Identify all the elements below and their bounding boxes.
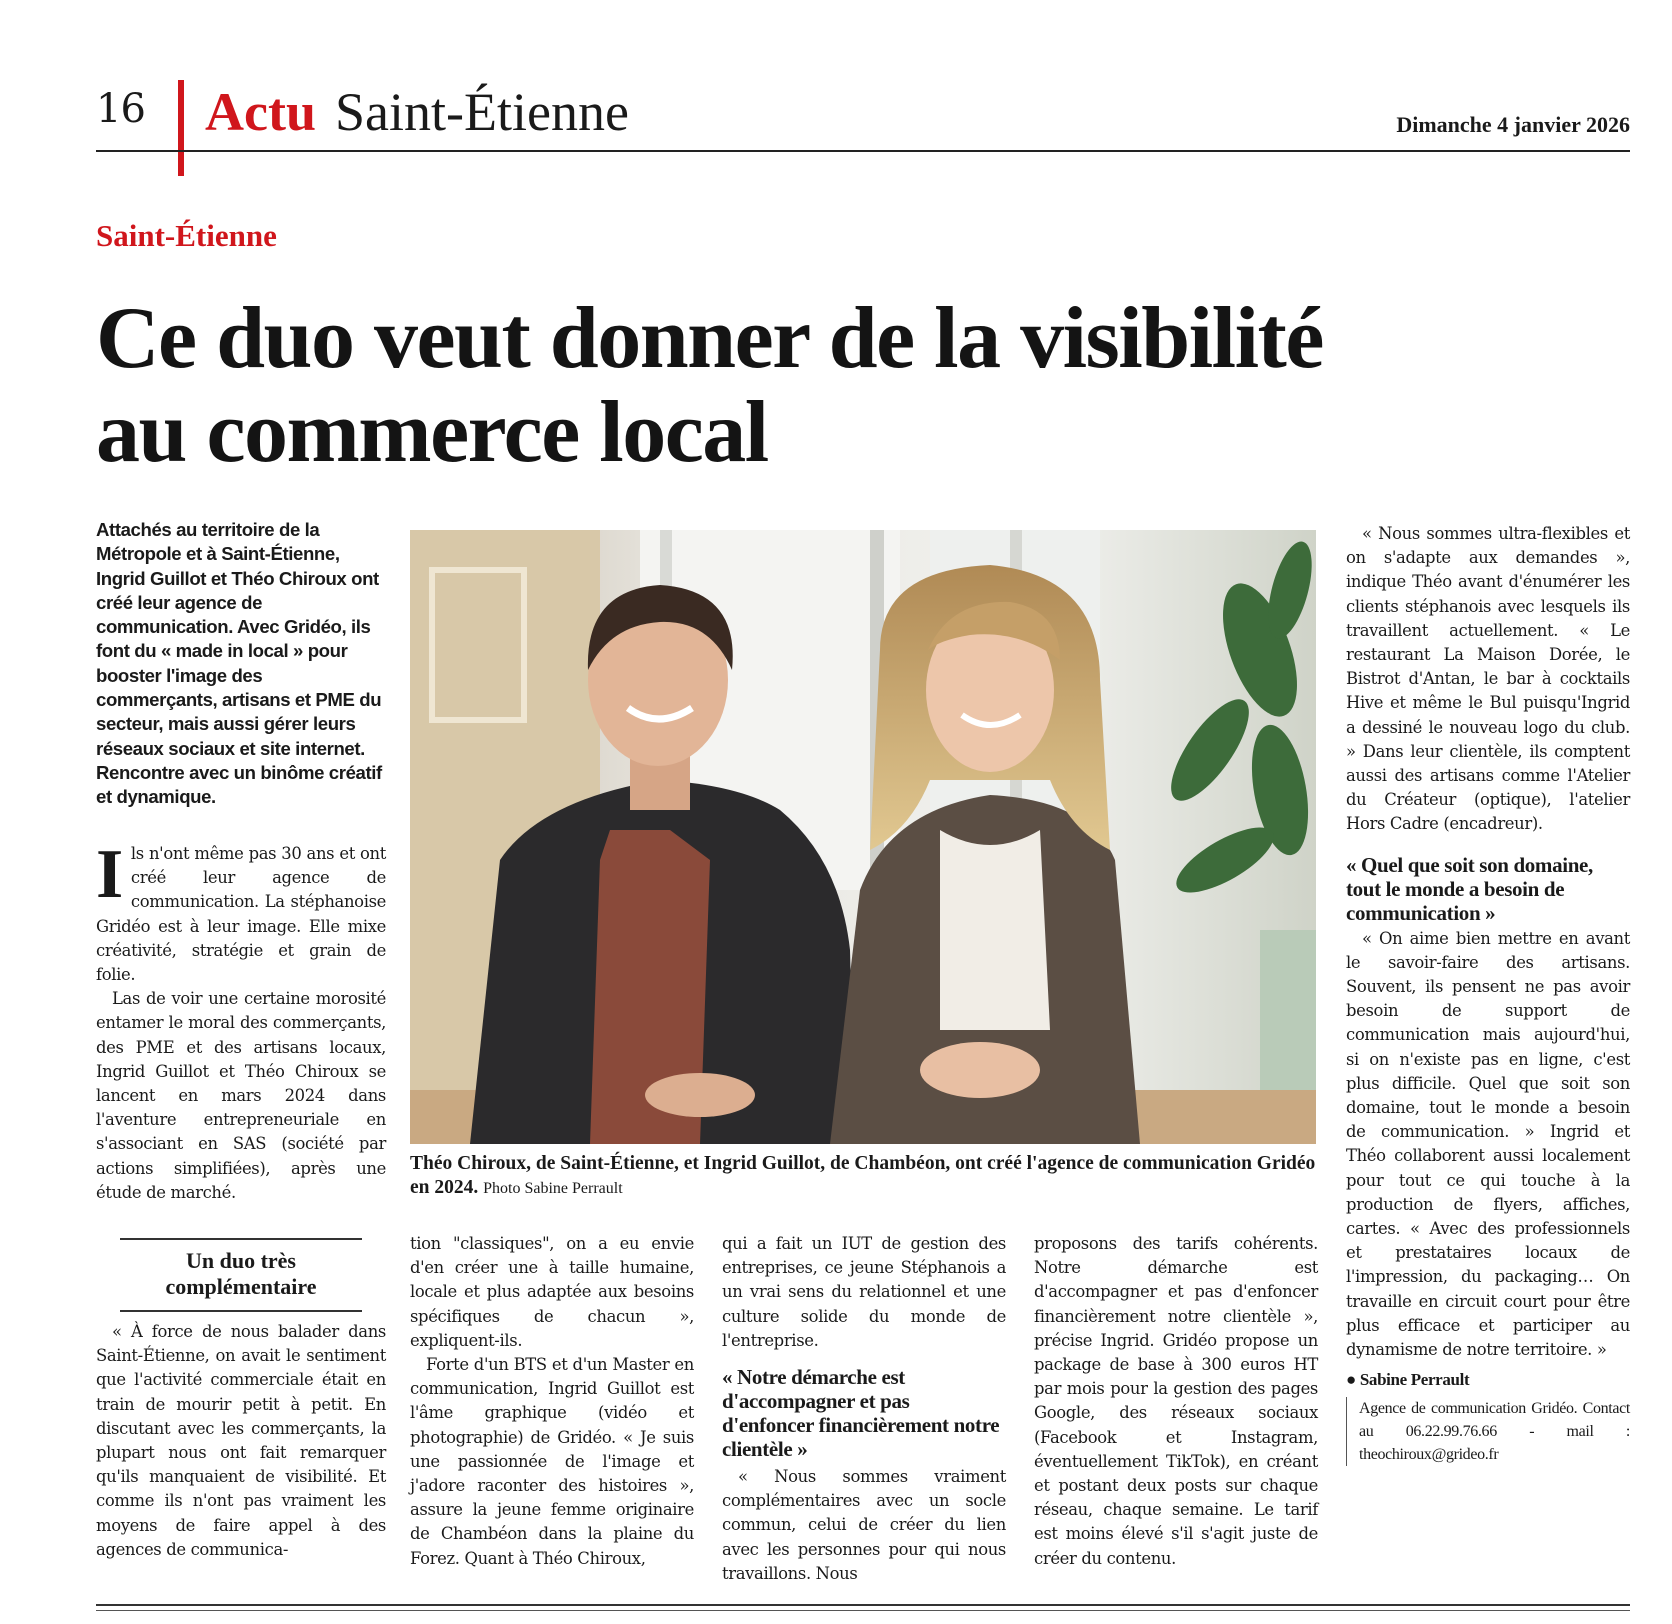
column-1-upper	[96, 836, 386, 1205]
intertitle: « Notre démarche est d'accompagner et pas d'enfoncer financièrement notre clientèle »	[722, 1365, 1000, 1462]
headline-line-2: au commerce local	[96, 384, 768, 481]
footer-rule	[96, 1604, 1630, 1606]
article-photo	[410, 530, 1316, 1144]
photo-credit: Photo Sabine Perrault	[483, 1180, 623, 1197]
paragraph: tion "classiques", on a eu envie d'en créer une à taille humaine, locale et plus adaptée aux besoins spécifiques de chacun », expliquent-ils.	[410, 1234, 694, 1350]
paragraph: qui a fait un IUT de gestion des entreprises, ce jeune Stéphanois a un vrai sens du relationnel et une culture solide du monde de l'entreprise.	[722, 1234, 1006, 1350]
column-1-lower	[96, 1320, 386, 1562]
first-paragraph	[96, 836, 386, 987]
subheading: Un duo très complémentaire	[120, 1238, 362, 1312]
headline-line-1: Ce duo veut donner de la visibilité	[96, 290, 1323, 387]
paragraph: Forte d'un BTS et d'un Master en communication, Ingrid Guillot est l'âme graphique (vidéo et photographie) de Gridéo. « Je suis une passionnée de l'image et j'adore raconter des histoires », assure la jeune femme originaire de Chambéon dans la plaine du Forez. Quant à Théo Chiroux,	[410, 1355, 694, 1568]
paragraph: « Nous sommes vraiment complémentaires avec un socle commun, celui de créer du lien avec les personnes pour qui nous travaillons. Nous	[722, 1467, 1006, 1583]
header-rule	[96, 150, 1630, 152]
duo-portrait-illustration	[410, 530, 1316, 1144]
column-2	[410, 1232, 694, 1571]
paragraph-text: ls n'ont même pas 30 ans et ont créé leur agence de communication. La stéphanoise Gridéo est à leur image. Elle mixe créativité, stratégie et grain de folie.	[96, 844, 386, 985]
section-city: Saint-Étienne	[335, 82, 629, 142]
section-name: Actu	[205, 82, 316, 142]
footer-rule-thin	[96, 1610, 1630, 1611]
article-kicker: Saint-Étienne	[96, 218, 277, 253]
column-3	[722, 1232, 1006, 1586]
contact-info: Agence de communication Gridéo. Contact au 06.22.99.76.66 - mail : theochiroux@grideo.fr	[1346, 1397, 1630, 1466]
caption-text: Théo Chiroux, de Saint-Étienne, et Ingrid Guillot, de Chambéon, ont créé l'agence de communication Gridéo en 2024.	[410, 1153, 1316, 1198]
dropcap: I	[96, 836, 123, 913]
column-4	[1034, 1232, 1318, 1571]
section-divider-bar	[178, 80, 184, 176]
paragraph: « On aime bien mettre en avant le savoir-faire des artisans. Souvent, ils pensent ne pas avoir besoin de support de communication mais aujourd'hui, si on n'existe pas en ligne, c'est plus difficile. Quel que soit son domaine, tout le monde a besoin de communication. » Ingrid et Théo collaborent aussi localement pour tout ce qui touche à la production de flyers, affiches, cartes. « Avec des professionnels et prestataires locaux de l'impression, du packaging… On travaille en circuit court pour être plus efficace et participer au dynamisme de notre territoire. »	[1346, 928, 1630, 1360]
issue-date: Dimanche 4 janvier 2026	[1396, 112, 1630, 137]
paragraph: « Nous sommes ultra-flexibles et on s'adapte aux demandes », indique Théo avant d'énumérer les clients stéphanois avec lesquels ils travaillent actuellement. « Le restaurant La Maison Dorée, le Bistrot d'Antan, le bar à cocktails Hive et même le Bul puisqu'Ingrid a dessiné le nouveau logo du club. » Dans leur clientèle, ils comptent aussi des artisans comme l'Atelier du Créateur (optique), l'atelier Hors Cadre (encadreur).	[1346, 524, 1630, 834]
article-headline	[96, 292, 1636, 480]
photo-caption	[410, 1152, 1330, 1201]
author-signature: ● Sabine Perrault	[1346, 1370, 1470, 1390]
intertitle: « Quel que soit son domaine, tout le monde a besoin de communication »	[1346, 852, 1593, 925]
author-name: Sabine Perrault	[1359, 1370, 1470, 1390]
article-lead: Attachés au territoire de la Métropole et à Saint-Étienne, Ingrid Guillot et Théo Chiroux ont créé leur agence de communication. Avec Gridéo, ils font du « made in local » pour booster l'image des commerçants, artisans et PME du secteur, mais aussi gérer leurs réseaux sociaux et site internet. Rencontre avec un binôme créatif et dynamique.	[96, 519, 382, 808]
page-number: 16	[96, 86, 145, 132]
paragraph: proposons des tarifs cohérents. Notre démarche est d'accompagner et pas d'enfoncer financièrement notre clientèle », précise Ingrid. Gridéo propose un package de base à 300 euros HT par mois pour la gestion des pages Google, des réseaux sociaux (Facebook et Instagram, éventuellement TikTok), en créant et postant deux posts sur chaque réseau, chaque semaine. Le tarif est moins élevé s'il s'agit juste de créer du contenu.	[1034, 1234, 1318, 1568]
paragraph: Las de voir une certaine morosité entamer le moral des commerçants, des PME et des artisans locaux, Ingrid Guillot et Théo Chiroux se lancent en mars 2024 dans l'aventure entrepreneuriale en s'associant en SAS (société par actions simplifiées), après une étude de marché.	[96, 989, 386, 1202]
column-5	[1346, 522, 1630, 1466]
paragraph: « À force de nous balader dans Saint-Étienne, on avait le sentiment que l'activité commerciale était en train de mourir petit à petit. En discutant avec les commerçants, la plupart nous ont fait remarquer qu'ils manquaient de visibilité. Et comme ils n'ont pas vraiment les moyens de faire appel à des agences de communica-	[96, 1322, 386, 1559]
